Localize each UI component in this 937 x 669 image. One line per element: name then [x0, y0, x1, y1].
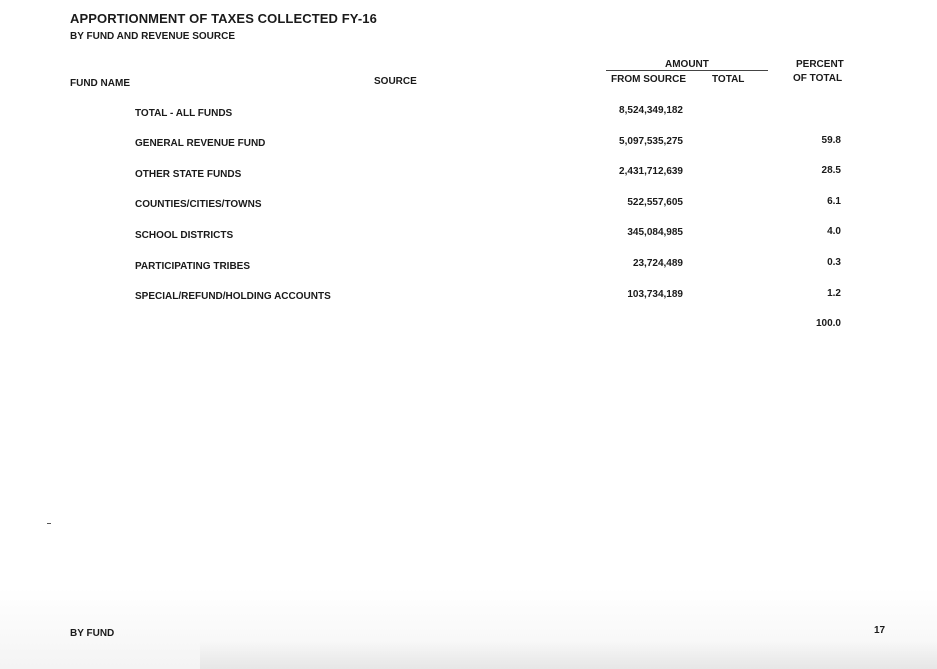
amount-header-rule	[606, 70, 768, 71]
percent-cell: 59.8	[821, 135, 841, 146]
page-shadow	[200, 641, 937, 669]
header-source: SOURCE	[374, 76, 417, 87]
amount-cell: 5,097,535,275	[619, 136, 683, 147]
header-amount: AMOUNT	[665, 59, 709, 70]
fund-name-cell: TOTAL - ALL FUNDS	[135, 108, 233, 119]
amount-cell: 2,431,712,639	[619, 166, 683, 177]
total-percent: 100.0	[815, 318, 841, 329]
header-fund-name: FUND NAME	[70, 78, 130, 89]
header-percent-line2: OF TOTAL	[793, 73, 843, 84]
fund-name-cell: SPECIAL/REFUND/HOLDING ACCOUNTS	[135, 291, 331, 302]
document-title: APPORTIONMENT OF TAXES COLLECTED FY-16	[70, 11, 377, 26]
header-total: TOTAL	[712, 74, 745, 85]
amount-cell: 103,734,189	[627, 289, 683, 300]
amount-cell: 8,524,349,182	[619, 105, 683, 116]
footer-section-label: BY FUND	[70, 628, 115, 639]
document-subtitle: BY FUND AND REVENUE SOURCE	[70, 31, 236, 42]
amount-cell: 23,724,489	[632, 258, 683, 269]
percent-cell: 28.5	[821, 165, 841, 176]
page-number: 17	[874, 625, 886, 636]
scan-mark	[47, 523, 51, 524]
header-from-source: FROM SOURCE	[611, 74, 686, 85]
percent-cell: 1.2	[827, 288, 841, 299]
percent-cell: 4.0	[827, 226, 841, 237]
amount-cell: 345,084,985	[627, 227, 683, 238]
percent-cell: 6.1	[827, 196, 841, 207]
amount-cell: 522,557,605	[627, 197, 683, 208]
fund-name-cell: OTHER STATE FUNDS	[135, 169, 242, 180]
fund-name-cell: PARTICIPATING TRIBES	[135, 261, 250, 272]
percent-cell: 0.3	[827, 257, 841, 268]
fund-name-cell: COUNTIES/CITIES/TOWNS	[135, 199, 262, 210]
header-percent-line1: PERCENT	[796, 59, 844, 70]
fund-name-cell: GENERAL REVENUE FUND	[135, 138, 266, 149]
fund-name-cell: SCHOOL DISTRICTS	[135, 230, 234, 241]
